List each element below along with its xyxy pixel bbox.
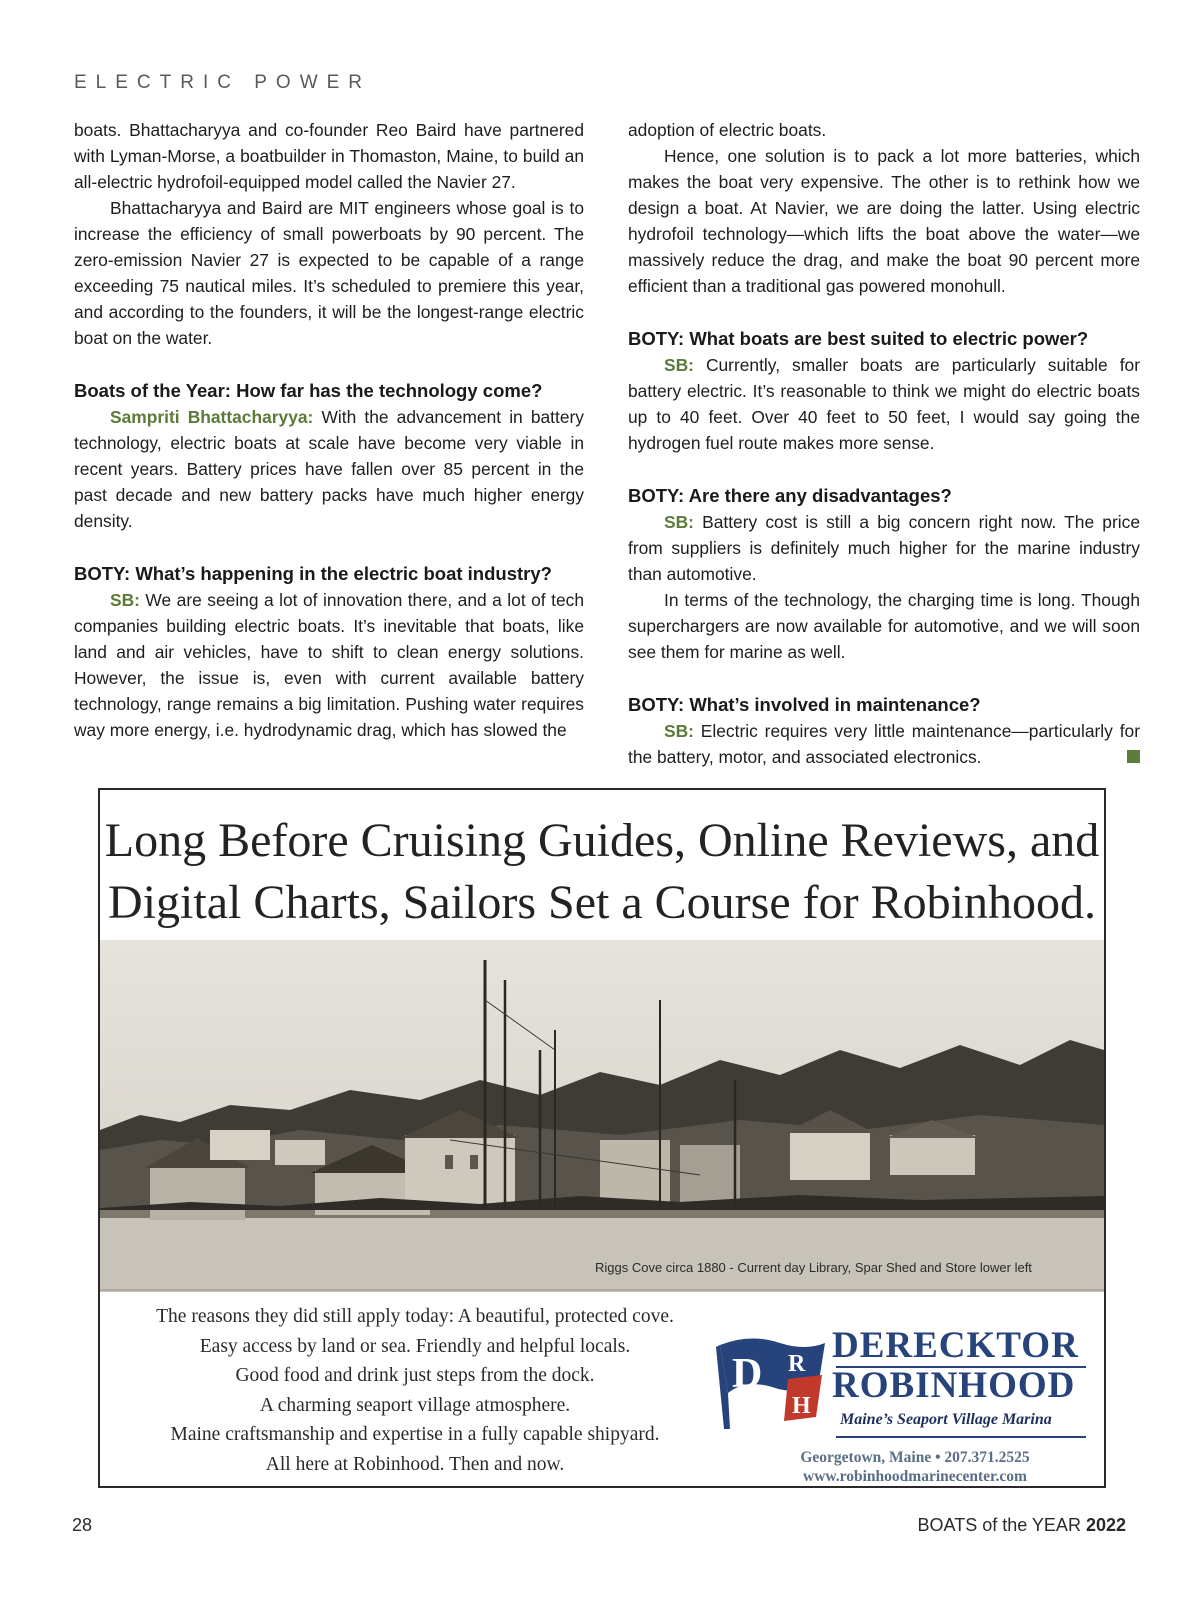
ad-body-line: Good food and drink just steps from the dock. [235,1365,595,1386]
tagline-divider [836,1436,1086,1438]
contact-info [750,1448,1080,1486]
article-column-right [628,117,1140,770]
photo-caption: Riggs Cove circa 1880 - Current day Library, Spar Shed and Store lower left [595,1260,1032,1275]
page-number: 28 [72,1515,93,1535]
interview-question: BOTY: What’s happening in the electric boat industry? [74,563,552,584]
ad-headline-line: Long Before Cruising Guides, Online Reviews, and [104,814,1100,867]
ad-body-line: All here at Robinhood. Then and now. [265,1453,565,1475]
article-column-left [74,117,584,743]
answer-text: Battery cost is still a big concern right now. The price from suppliers is definitely much higher for the marine industry than automotive. [628,512,1140,584]
speaker-name: Sampriti Bhattacharyya: [110,407,314,427]
magazine-title [918,1515,1126,1536]
ad-body-line: Maine craftsmanship and expertise in a fully capable shipyard. [170,1424,660,1445]
paragraph: Bhattacharyya and Baird are MIT engineers whose goal is to increase the efficiency of small powerboats by 90 percent. The zero-emission Navier 27 is expected to be capable of a range exceeding 75 nautical miles. It’s scheduled to premiere this year, and according to the founders, it will be the longest-range electric boat on the water. [74,198,584,348]
svg-text:D: D [732,1351,763,1397]
paragraph: Hence, one solution is to pack a lot more batteries, which makes the boat very expensive. The other is to rethink how we design a boat. At Navier, we are doing the latter. Using electric hydrofoil technology—which lifts the boat above the water—we massively reduce the drag, and make the boat 90 percent more efficient than a traditional gas powered monohull. [628,146,1140,296]
brand-name-line1: DERECKTOR [832,1325,1079,1366]
paragraph: boats. Bhattacharyya and co-founder Reo Baird have partnered with Lyman-Morse, a boatbuilder in Thomaston, Maine, to build an all-electric hydrofoil-equipped model called the Navier 27. [74,120,584,192]
interview-question: Boats of the Year: How far has the technology come? [74,380,543,401]
paragraph: In terms of the technology, the charging time is long. Though superchargers are now available for automotive, and we will soon see them for marine as well. [628,590,1140,662]
interview-answer [628,509,1140,587]
svg-text:R: R [788,1351,806,1377]
pennant-flag-icon [710,1325,830,1435]
answer-text: With the advancement in battery technology, electric boats at scale have become very viable in recent years. Battery prices have fallen over 85 percent in the past decade and new battery packs have much higher energy density. [74,407,585,531]
svg-text:H: H [792,1393,811,1419]
interview-answer [628,352,1140,456]
ad-body-line: The reasons they did still apply today: A beautiful, protected cove. [156,1306,674,1327]
interview-answer [74,404,584,534]
answer-text: Electric requires very little maintenance—particularly for the battery, motor, and associated electronics. [628,721,1140,767]
ad-body-copy [120,1302,710,1479]
ad-body-line: Easy access by land or sea. Friendly and helpful locals. [199,1335,631,1357]
speaker-name: SB: [110,590,140,610]
ad-headline-line: Digital Charts, Sailors Set a Course for Robinhood. [108,876,1096,929]
website-link[interactable]: www.robinhoodmarinecenter.com [803,1468,1027,1485]
answer-text: Currently, smaller boats are particularly suitable for battery electric. It’s reasonable to think we might do electric boats up to 40 feet. Over 40 feet to 50 feet, I would say going the hydrogen fuel route makes more sense. [628,355,1140,453]
answer-text: We are seeing a lot of innovation there, and a lot of tech companies building electric boats. It’s inevitable that boats, like land and air vehicles, have to shift to clean energy solutions. However, the issue is, even with current available battery technology, range remains a big limitation. Pushing water requires way more energy, i.e. hydrodynamic drag, which has slowed the [74,590,584,740]
historic-harbor-photo [100,940,1104,1292]
brand-name-line2: ROBINHOOD [832,1365,1076,1406]
magazine-year: 2022 [1085,1515,1126,1535]
magazine-name: BOATS of the YEAR [917,1515,1081,1535]
paragraph: adoption of electric boats. [628,120,827,140]
speaker-name: SB: [664,355,694,375]
interview-question: BOTY: What boats are best suited to electric power? [628,328,1089,349]
interview-question: BOTY: What’s involved in maintenance? [628,694,981,715]
advertisement[interactable] [98,788,1106,1488]
interview-answer [74,587,584,743]
speaker-name: SB: [664,721,694,741]
speaker-name: SB: [664,512,694,532]
brand-tagline: Maine’s Seaport Village Marina [840,1411,1052,1428]
interview-answer [628,718,1140,770]
interview-question: BOTY: Are there any disadvantages? [628,485,952,506]
ad-headline [100,810,1104,934]
ad-body-line: A charming seaport village atmosphere. [259,1394,571,1416]
section-label: ELECTRIC POWER [74,72,372,93]
derecktor-robinhood-logo[interactable] [710,1310,1100,1485]
end-of-article-mark [1127,750,1140,763]
contact-phone: Georgetown, Maine • 207.371.2525 [800,1449,1030,1466]
